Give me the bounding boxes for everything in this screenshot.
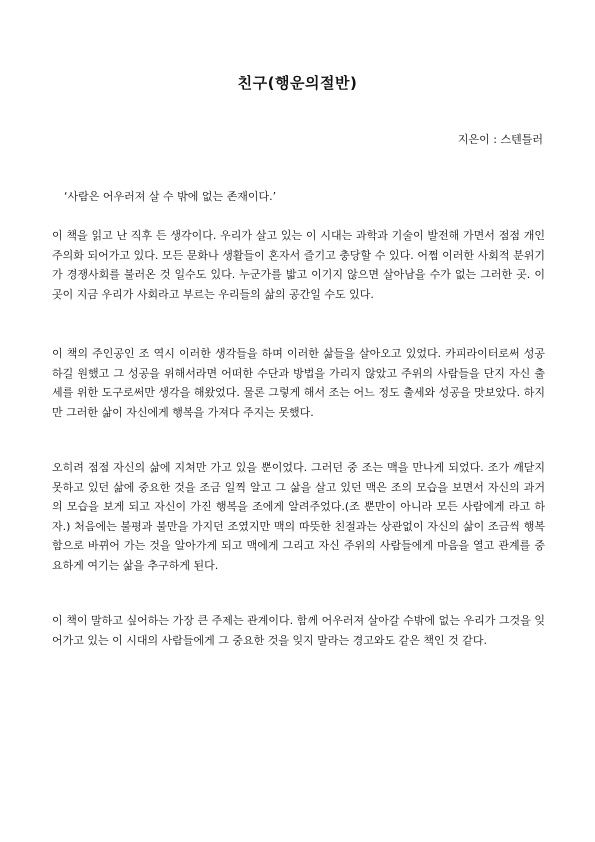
epigraph-quote: ‘사람은 어우러져 살 수 밖에 없는 존재이다.’	[64, 190, 277, 203]
paragraph-4: 이 책이 말하고 싶어하는 가장 큰 주제는 관계이다. 함께 어우러져 살아갈 수밖에 없는 우리가 그것을 잊어가고 있는 이 시대의 사람들에게 그 중요한 것을 잊지 말라는 경고와도 같은 책인 것 같다.	[52, 614, 545, 647]
paragraph-2: 이 책의 주인공인 조 역시 이러한 생각들을 하며 이러한 삶들을 살아오고 있었다. 카피라이터로써 성공하길 원했고 그 성공을 위해서라면 어떠한 수단과 방법을 가리지 않았고 주위의 사람들을 단지 자신 출세를 위한 도구로써만 생각을 해왔었다. 물론 그렇게 해서 조는 어느 정도 출세와 성공을 맛보았다. 하지만 그러한 삶이 자신에게 행복을 가져다 주지는 못했다.	[52, 347, 545, 419]
paragraph-1: 이 책을 읽고 난 직후 든 생각이다. 우리가 살고 있는 이 시대는 과학과 기술이 발전해 가면서 점점 개인주의화 되어가고 있다. 모든 문화나 생활들이 혼자서 즐기고 충당할 수 있다. 어쩜 이러한 사회적 분위기가 경쟁사회를 불러온 것 일수도 있다. 누군가를 밟고 이기지 않으면 살아남을 수가 없는 그러한 곳. 이 곳이 지금 우리가 사회라고 부르는 우리들의 삶의 공간일 수도 있다.	[52, 229, 545, 301]
author-line: 지은이 : 스텐틀러	[457, 133, 543, 146]
paragraph-3: 오히려 점점 자신의 삶에 지쳐만 가고 있을 뿐이었다. 그러던 중 조는 맥을 만나게 되었다. 조가 깨닫지 못하고 있던 삶에 중요한 것을 조금 일찍 알고 그 삶을 살고 있던 맥은 조의 모습을 보면서 자신의 과거의 모습을 보게 되고 자신이 가진 행복을 조에게 알려주었다.(조 뿐만이 아니라 모든 사람에게 라고 하자.) 처음에는 불평과 불만을 가지던 조였지만 맥의 따뜻한 친절과는 상관없이 자신의 삶이 조금씩 행복함으로 바뀌어 가는 것을 알아가게 되고 맥에게 그리고 자신 주위의 사람들에게 마음을 열고 관계를 중요하게 여기는 삶을 추구하게 된다.	[52, 461, 545, 572]
page-title: 친구(행운의절반)	[237, 74, 358, 92]
